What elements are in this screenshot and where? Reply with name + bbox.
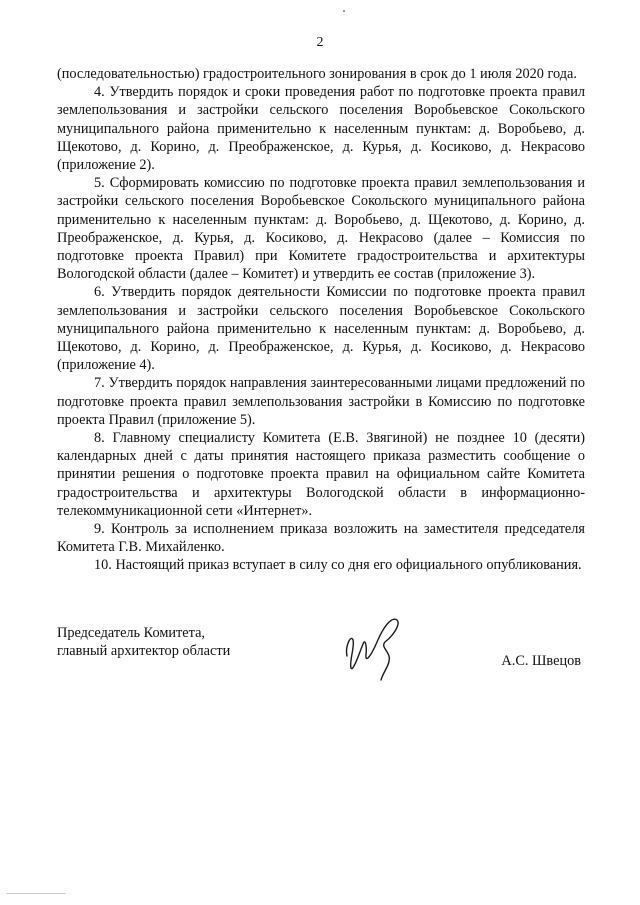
page-number: 2 [316, 35, 324, 50]
signer-position-line-2: главный архитектор области [57, 643, 231, 660]
signer-position-line-1: Председатель Комитета, [57, 625, 205, 641]
handwritten-signature [337, 606, 407, 686]
scan-artifact [343, 10, 345, 12]
paragraph-item-6: 6. Утвердить порядок деятельности Комиссии по подготовке проекта правил землепользования и застройки сельского поселения Воробьевское Сокольского муниципального района применительно к населенным пунктам: д. Воробьево, д. Щекотово, д. Корино, д. Преображенское, д. Курья, д. Косиково, д. Некрасово (приложение 4). [57, 284, 585, 374]
paragraph-item-8: 8. Главному специалисту Комитета (Е.В. Звягиной) не позднее 10 (десяти) календарных дней с даты принятия настоящего приказа разместить сообщение о принятии решения о подготовке проекта правил на официальном сайте Комитета градостроительства и архитектуры Вологодской области в информационно-телекоммуникационной сети «Интернет». [57, 430, 585, 519]
paragraph-item-5: 5. Сформировать комиссию по подготовке проекта правил землепользования и застройки сельского поселения Воробьевское Сокольского муниципального района применительно к населенным пунктам: д. Воробьево, д. Щекотово, д. Корино, д. Преображенское, д. Курья, д. Косиково, д. Некрасово (далее – Комиссия по подготовке проекта Правил) при Комитете градостроительства и архитектуры Вологодской области (далее – Комитет) и утвердить ее состав (приложение 3). [57, 175, 585, 283]
paragraph-item-4: 4. Утвердить порядок и сроки проведения работ по подготовке проекта правил землепользования и застройки сельского поселения Воробьевское Сокольского муниципального района применительно к населенным пунктам: д. Воробьево, д. Щекотово, д. Корино, д. Преображенское, д. Курья, д. Косиково, д. Некрасово (приложение 2). [57, 84, 585, 174]
paragraph-item-7: 7. Утвердить порядок направления заинтересованными лицами предложений по подготовке проекта правил землепользования застройки в Комиссию по подготовке проекта Правил (приложение 5). [57, 375, 585, 428]
paragraph-item-9: 9. Контроль за исполнением приказа возложить на заместителя председателя Комитета Г.В. Михайленко. [57, 521, 585, 556]
document-body [57, 65, 585, 575]
paragraph-item-10: 10. Настоящий приказ вступает в силу со дня его официального опубликования. [94, 557, 582, 574]
signature-block [57, 624, 585, 704]
paragraph-continuation: (последовательностью) градостроительного зонирования в срок до 1 июля 2020 года. [57, 66, 577, 82]
scan-artifact [6, 893, 66, 894]
signer-name: А.С. Швецов [501, 653, 581, 669]
signer-position [57, 624, 230, 660]
